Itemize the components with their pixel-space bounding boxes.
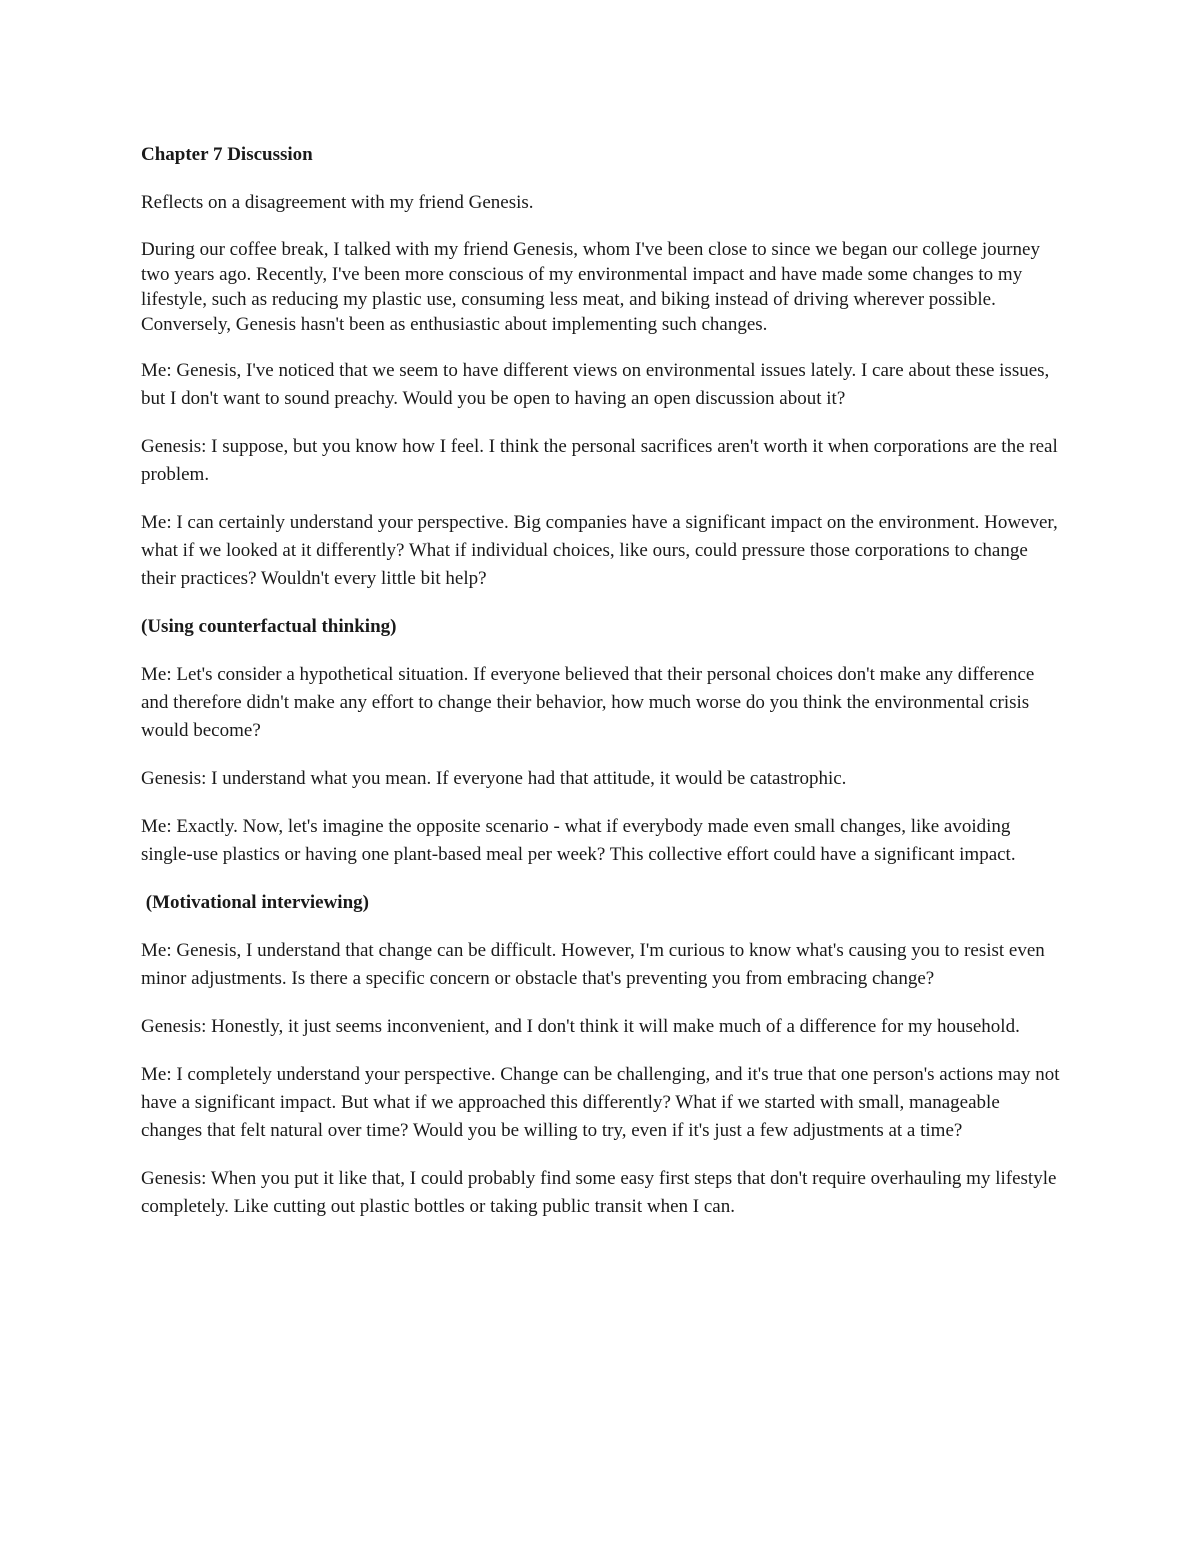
dialogue-paragraph: Genesis: When you put it like that, I could probably find some easy first steps that don't require overhauling my lifestyle completely. Like cutting out plastic bottles or taking public transit when I can. bbox=[141, 1168, 1057, 1217]
dialogue-paragraph: Me: I can certainly understand your perspective. Big companies have a significant impact on the environment. However, what if we looked at it differently? What if individual choices, like ours, could pressure those corporations to change their practices? Wouldn't every little bit help? bbox=[141, 512, 1058, 589]
dialogue-paragraph: Me: Exactly. Now, let's imagine the opposite scenario - what if everybody made even small changes, like avoiding single-use plastics or having one plant-based meal per week? This collective effort could have a significant impact. bbox=[141, 816, 1016, 865]
dialogue-paragraph: Genesis: I understand what you mean. If everyone had that attitude, it would be catastrophic. bbox=[141, 768, 847, 789]
dialogue-paragraph: Genesis: I suppose, but you know how I feel. I think the personal sacrifices aren't worth it when corporations are the real problem. bbox=[141, 436, 1058, 485]
document-body bbox=[141, 141, 1063, 1241]
document-title: Chapter 7 Discussion bbox=[141, 144, 313, 165]
dialogue-paragraph: Me: I completely understand your perspective. Change can be challenging, and it's true that one person's actions may not have a significant impact. But what if we approached this differently? What if we started with small, manageable changes that felt natural over time? Would you be willing to try, even if it's just a few adjustments at a time? bbox=[141, 1064, 1060, 1141]
section-heading: (Motivational interviewing) bbox=[141, 892, 369, 913]
dialogue-paragraph: Me: Let's consider a hypothetical situation. If everyone believed that their personal choices don't make any difference and therefore didn't make any effort to change their behavior, how much worse do you think the environmental crisis would become? bbox=[141, 664, 1035, 741]
dialogue-paragraph: Me: Genesis, I understand that change can be difficult. However, I'm curious to know what's causing you to resist even minor adjustments. Is there a specific concern or obstacle that's preventing you from embracing change? bbox=[141, 940, 1045, 989]
dialogue-paragraph: Genesis: Honestly, it just seems inconvenient, and I don't think it will make much of a difference for my household. bbox=[141, 1016, 1020, 1037]
dialogue-paragraph: Me: Genesis, I've noticed that we seem to have different views on environmental issues lately. I care about these issues, but I don't want to sound preachy. Would you be open to having an open discussion about it? bbox=[141, 360, 1050, 409]
intro-paragraph: During our coffee break, I talked with my friend Genesis, whom I've been close to since we began our college journey two years ago. Recently, I've been more conscious of my environmental impact and have made some changes to my lifestyle, such as reducing my plastic use, consuming less meat, and biking instead of driving wherever possible. Conversely, Genesis hasn't been as enthusiastic about implementing such changes. bbox=[141, 239, 1040, 335]
document-subtitle: Reflects on a disagreement with my friend Genesis. bbox=[141, 192, 534, 213]
section-heading: (Using counterfactual thinking) bbox=[141, 616, 397, 637]
